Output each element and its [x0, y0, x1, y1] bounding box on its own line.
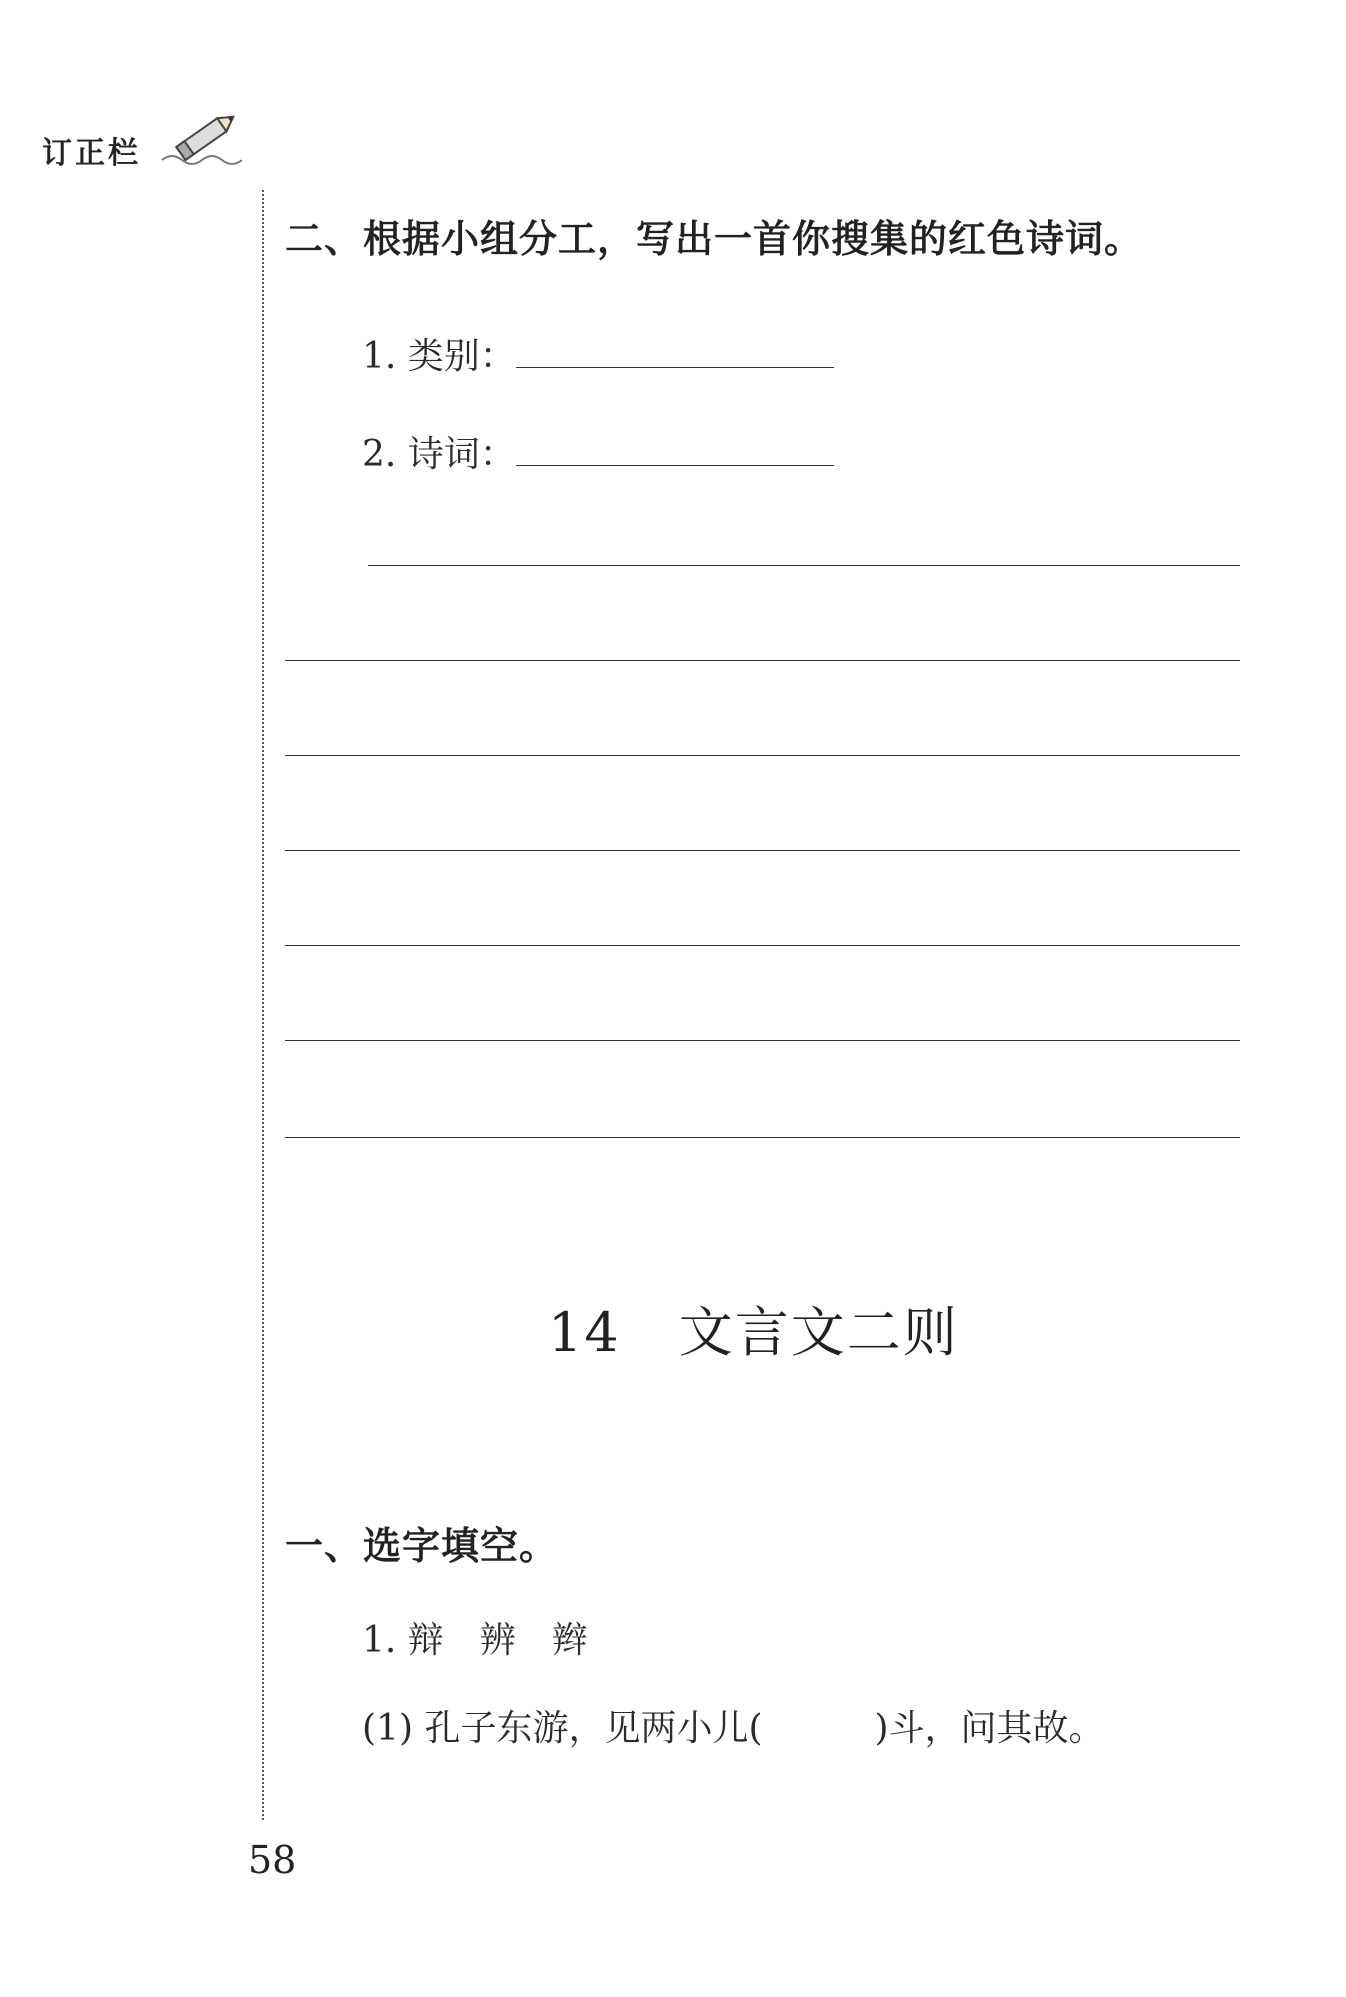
category-label: 1. 类别： — [362, 336, 516, 377]
writing-line[interactable] — [368, 565, 1240, 566]
poem-label: 2. 诗词： — [362, 434, 516, 475]
section-2-heading: 二、根据小组分工，写出一首你搜集的红色诗词。 — [285, 217, 1144, 261]
poem-blank[interactable] — [516, 435, 834, 466]
question-1-prefix: (1) 孔子东游，见两小儿( — [362, 1708, 763, 1749]
lesson-name: 文言文二则 — [678, 1301, 959, 1364]
pencil-icon — [158, 108, 248, 170]
correction-column-title: 订正栏 — [42, 136, 141, 171]
lesson-title — [548, 1290, 959, 1367]
char-options: 1. 辩 辨 辫 — [362, 1620, 588, 1661]
category-item — [362, 328, 834, 379]
lesson-number: 14 — [548, 1301, 621, 1364]
writing-line[interactable] — [285, 660, 1240, 661]
poem-item — [362, 426, 834, 477]
writing-line[interactable] — [285, 755, 1240, 756]
question-1-suffix: )斗，问其故。 — [874, 1708, 1105, 1749]
writing-line[interactable] — [285, 1040, 1240, 1041]
category-blank[interactable] — [516, 337, 834, 368]
question-1 — [362, 1700, 1105, 1751]
writing-line[interactable] — [285, 945, 1240, 946]
writing-line[interactable] — [285, 850, 1240, 851]
section-1-heading: 一、选字填空。 — [285, 1524, 559, 1568]
writing-line[interactable] — [285, 1137, 1240, 1138]
margin-divider — [262, 190, 264, 1820]
page-number: 58 — [248, 1838, 297, 1882]
